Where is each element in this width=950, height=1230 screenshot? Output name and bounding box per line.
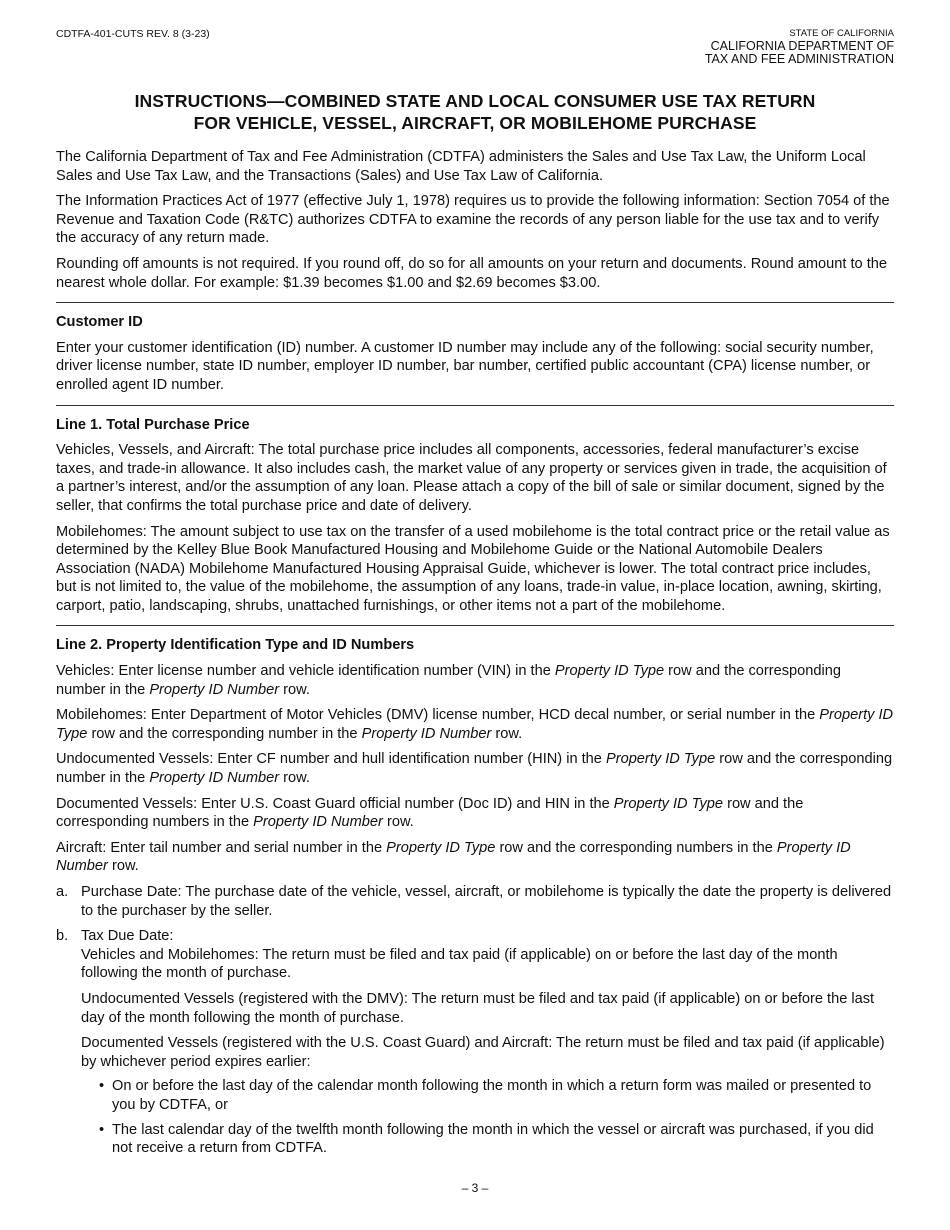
line2-vehicles-paragraph: Vehicles: Enter license number and vehicle identification number (VIN) in the Property ID Type row and the corresponding number in the Property ID Number row. bbox=[56, 663, 841, 698]
line1-heading: Line 1. Total Purchase Price bbox=[56, 416, 250, 433]
intro-paragraph-2: The Information Practices Act of 1977 (effective July 1, 1978) requires us to provide the following information: Section 7054 of the Revenue and Taxation Code (R&TC) authorizes CDTFA to examine the records of any person liable for the use tax and to verify the accuracy of any return made. bbox=[56, 193, 890, 247]
line2-documented-vessels-paragraph: Documented Vessels: Enter U.S. Coast Guard official number (Doc ID) and HIN in the Property ID Type row and the corresponding numbers in the Property ID Number row. bbox=[56, 795, 804, 831]
tax-due-date-title: Tax Due Date: bbox=[81, 928, 174, 945]
bullet-text: On or before the last day of the calendar month following the month in which a return form was mailed or presented to you by CDTFA, or bbox=[112, 1078, 872, 1113]
divider bbox=[56, 302, 894, 303]
tax-due-vehicles-text: Vehicles and Mobilehomes: The return must be filed and tax paid (if applicable) on or before the last day of the month following the month of purchase. bbox=[81, 946, 838, 982]
line2-heading: Line 2. Property Identification Type and ID Numbers bbox=[56, 637, 415, 654]
divider bbox=[56, 625, 894, 626]
form-id: CDTFA-401-CUTS REV. 8 (3-23) bbox=[56, 28, 210, 40]
title-line-2: FOR VEHICLE, VESSEL, AIRCRAFT, OR MOBILEHOME PURCHASE bbox=[193, 113, 757, 133]
line2-mobilehomes-paragraph: Mobilehomes: Enter Department of Motor Vehicles (DMV) license number, HCD decal number, or serial number in the Property ID Type row and the corresponding number in the Property ID Number row. bbox=[56, 707, 894, 742]
dept-line-1: CALIFORNIA DEPARTMENT OF bbox=[710, 39, 894, 53]
bullet-icon: • bbox=[99, 1121, 105, 1138]
tax-due-documented-text: Documented Vessels (registered with the U.S. Coast Guard) and Aircraft: The return must be filed and tax paid (if applicable) by whichever period expires earlier: bbox=[81, 1035, 885, 1070]
page-header bbox=[56, 28, 894, 68]
line2-section bbox=[56, 636, 894, 1157]
bullet-item bbox=[81, 1077, 894, 1114]
document-page bbox=[56, 28, 894, 1158]
customer-id-text: Enter your customer identification (ID) number. A customer ID number may include any of the following: social security number, driver license number, state ID number, employer ID number, bar number, certified public accountant (CPA) license number, or enrolled agent ID number. bbox=[56, 339, 874, 393]
line2-undocumented-vessels-paragraph: Undocumented Vessels: Enter CF number and hull identification number (HIN) in the Property ID Type row and the corresponding number in the Property ID Number row. bbox=[56, 751, 893, 787]
list-marker: a. bbox=[56, 884, 69, 900]
line1-vehicles-paragraph: Vehicles, Vessels, and Aircraft: The total purchase price includes all components, accessories, federal manufacturer’s excise taxes, and trade-in allowance. It also includes cash, the market value of any property or services given in trade, the acquisition of a partner’s interest, and/or the assumption of any loan. Please attach a copy of the bill of sale or similar document, signed by the seller, that confirms the total purchase price and date of delivery. bbox=[56, 442, 887, 514]
line1-section bbox=[56, 416, 894, 616]
tax-due-undocumented-text: Undocumented Vessels (registered with the DMV): The return must be filed and tax paid (if applicable) on or before the last day of the month following the month of purchase. bbox=[81, 990, 875, 1026]
agency-block bbox=[705, 28, 894, 66]
list-item-purchase-date bbox=[56, 883, 894, 920]
intro-section bbox=[56, 148, 894, 292]
title-line-1: INSTRUCTIONS—COMBINED STATE AND LOCAL CONSUMER USE TAX RETURN bbox=[134, 91, 816, 111]
list-item-tax-due-date bbox=[56, 927, 894, 1158]
line2-aircraft-paragraph: Aircraft: Enter tail number and serial number in the Property ID Type row and the corresponding numbers in the Property ID Number row. bbox=[56, 839, 851, 875]
customer-id-section bbox=[56, 313, 894, 394]
state-label: STATE OF CALIFORNIA bbox=[789, 28, 894, 39]
bullet-icon: • bbox=[99, 1078, 105, 1095]
bullet-item bbox=[81, 1121, 894, 1158]
line1-mobilehomes-paragraph: Mobilehomes: The amount subject to use tax on the transfer of a used mobilehome is the total contract price or the retail value as determined by the Kelley Blue Book Manufactured Housing and Mobilehome Guide or the National Automobile Dealers Association (NADA) Mobilehome Manufactured Housing Appraisal Guide, whichever is lower. The total contract price includes, but is not limited to, the value of the mobilehome, the assumption of any loans, trade-in value, in-place location, awning, skirting, carport, patio, landscaping, shrubs, unattached furnishings, or other items not a part of the mobilehome. bbox=[56, 523, 890, 614]
tax-due-date-block bbox=[81, 927, 894, 983]
intro-paragraph-3: Rounding off amounts is not required. If you round off, do so for all amounts on your return and documents. Round amount to the nearest whole dollar. For example: $1.39 becomes $1.00 and $2.69 becomes $3.00. bbox=[56, 255, 888, 291]
divider bbox=[56, 405, 894, 406]
dept-line-2: TAX AND FEE ADMINISTRATION bbox=[704, 52, 894, 66]
customer-id-heading: Customer ID bbox=[56, 314, 143, 331]
list-marker: b. bbox=[56, 928, 69, 945]
purchase-date-text: Purchase Date: The purchase date of the vehicle, vessel, aircraft, or mobilehome is typically the date the property is delivered to the purchaser by the seller. bbox=[81, 884, 892, 919]
intro-paragraph-1: The California Department of Tax and Fee Administration (CDTFA) administers the Sales and Use Tax Law, the Uniform Local Sales and Use Tax Law, and the Transactions (Sales) and Use Tax Law of California. bbox=[56, 149, 866, 184]
page-title bbox=[56, 90, 894, 134]
bullet-text: The last calendar day of the twelfth month following the month in which the vessel or aircraft was purchased, if you did not receive a return from CDTFA. bbox=[112, 1121, 874, 1157]
page-number: – 3 – bbox=[461, 1181, 489, 1195]
